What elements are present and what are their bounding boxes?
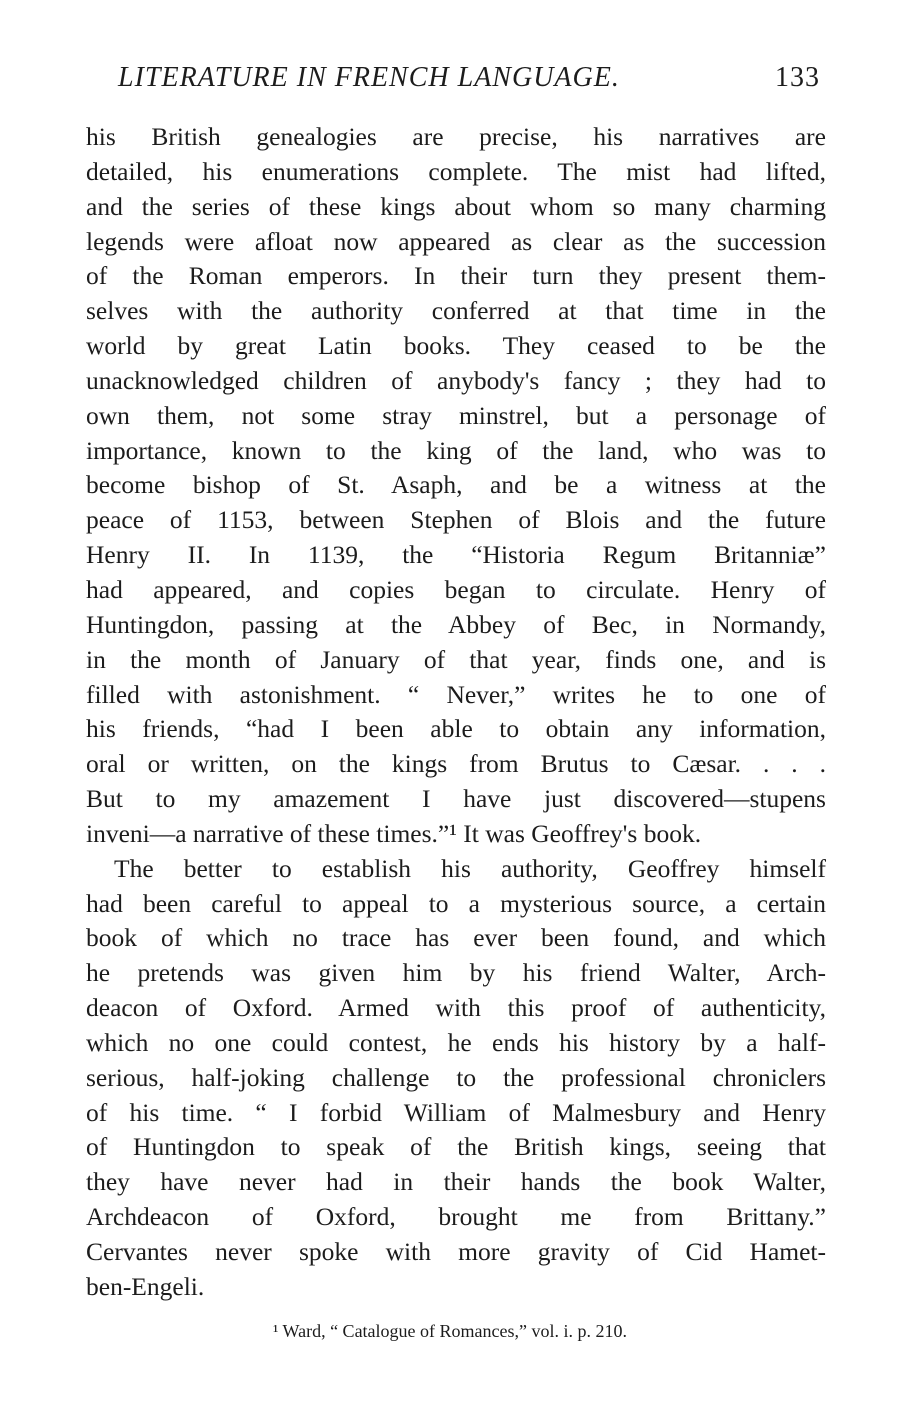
footnote: ¹ Ward, “ Catalogue of Romances,” vol. i. p. 210. [272,1321,628,1341]
text-line: his friends, “had I been able to obtain any information, [86,714,826,744]
text-line: Henry II. In 1139, the “Historia Regum Britanniæ” [86,540,826,570]
text-line: of his time. “ I forbid William of Malmesbury and Henry [86,1097,826,1127]
text-line: ben-Engeli. [86,1271,205,1301]
running-title: LITERATURE IN FRENCH LANGUAGE. [118,62,620,93]
text-line: own them, not some stray minstrel, but a personage of [86,400,826,430]
text-line: his British genealogies are precise, his narratives are [86,122,826,151]
text-line: inveni—a narrative of these times.”¹ It was Geoffrey's book. [86,818,702,848]
text-line: filled with astonishment. “ Never,” writes he to one of [86,679,826,709]
text-line: serious, half-joking challenge to the professional chroniclers [86,1062,826,1092]
text-line: legends were afloat now appeared as clear as the succession [86,226,826,256]
text-line: But to my amazement I have just discovered—stupens [86,784,826,814]
text-line: they have never had in their hands the book Walter, [86,1167,826,1197]
text-line: detailed, his enumerations complete. The mist had lifted, [86,156,826,186]
text-line: Cervantes never spoke with more gravity of Cid Hamet- [86,1237,826,1266]
text-line: deacon of Oxford. Armed with this proof of authenticity, [86,993,826,1023]
text-line: unacknowledged children of anybody's fancy ; they had to [86,365,826,395]
text-line: of Huntingdon to speak of the British kings, seeing that [86,1132,826,1162]
text-line: The better to establish his authority, Geoffrey himself [114,853,826,883]
text-line: had been careful to appeal to a mysterious source, a certain [86,888,826,918]
text-line: of the Roman emperors. In their turn they present them- [86,261,826,291]
page-number: 133 [775,62,820,93]
text-line: Archdeacon of Oxford, brought me from Brittany.” [86,1202,826,1232]
text-line: in the month of January of that year, finds one, and is [86,644,826,674]
text-line: he pretends was given him by his friend Walter, Arch- [86,958,826,988]
text-line: world by great Latin books. They ceased to be the [86,331,826,361]
running-head [118,58,830,98]
text-line: oral or written, on the kings from Brutus to Cæsar. . . . [86,749,826,779]
body-text [86,120,826,1305]
text-line: book of which no trace has ever been found, and which [86,923,826,953]
text-line: Huntingdon, passing at the Abbey of Bec, in Normandy, [86,609,826,639]
text-line: become bishop of St. Asaph, and be a witness at the [86,470,826,500]
text-line: which no one could contest, he ends his history by a half- [86,1027,826,1057]
text-line: selves with the authority conferred at that time in the [86,296,826,326]
text-line: had appeared, and copies began to circulate. Henry of [86,574,826,604]
text-line: importance, known to the king of the land, who was to [86,435,826,465]
text-line: and the series of these kings about whom so many charming [86,191,826,221]
text-line: peace of 1153, between Stephen of Blois and the future [86,505,826,535]
